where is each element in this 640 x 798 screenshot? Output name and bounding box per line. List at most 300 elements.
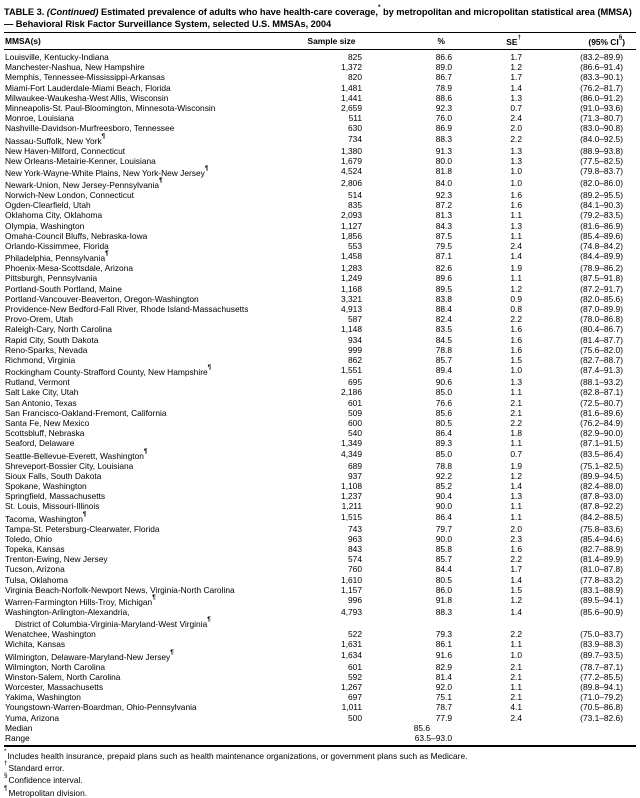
percent-cell: 85.7 bbox=[435, 354, 452, 365]
table-row bbox=[4, 398, 636, 408]
mmsa-name: Rutland, Vermont bbox=[5, 377, 70, 388]
ci-cell: (82.9–90.0) bbox=[580, 428, 623, 439]
se-cell: 1.0 bbox=[510, 177, 522, 188]
ci-cell: (83.2–89.9) bbox=[580, 51, 623, 62]
se-cell: 1.0 bbox=[510, 165, 522, 176]
mmsa-name: Ogden-Clearfield, Utah bbox=[5, 200, 91, 211]
se-cell: 4.1 bbox=[510, 702, 522, 713]
se-cell: 1.2 bbox=[510, 283, 522, 294]
sample-size-cell: 963 bbox=[348, 533, 362, 544]
sample-size-cell: 1,631 bbox=[341, 639, 362, 650]
percent-cell: 90.0 bbox=[435, 501, 452, 512]
se-cell: 1.1 bbox=[510, 511, 522, 522]
sample-size-cell: 4,913 bbox=[341, 303, 362, 314]
mmsa-name: Nassau-Suffolk, New York¶ bbox=[5, 132, 106, 146]
dagger-footnote-marker: † bbox=[517, 34, 521, 42]
mmsa-name: Springfield, Massachusetts bbox=[5, 491, 106, 502]
mmsa-name: Toledo, Ohio bbox=[5, 533, 53, 544]
mmsa-name: Worcester, Massachusetts bbox=[5, 682, 104, 693]
mmsa-name: Spokane, Washington bbox=[5, 481, 87, 491]
ci-cell: (87.8–92.2) bbox=[580, 501, 623, 512]
percent-cell: 83.5 bbox=[435, 324, 452, 335]
table-row bbox=[4, 461, 636, 471]
mmsa-name: New Haven-Milford, Connecticut bbox=[5, 145, 126, 156]
sample-size-cell: 1,157 bbox=[341, 584, 362, 595]
percent-cell: 89.6 bbox=[435, 273, 452, 284]
ci-cell: (82.4–88.0) bbox=[580, 481, 623, 491]
table-row bbox=[4, 418, 636, 428]
percent-cell: 86.7 bbox=[435, 72, 452, 83]
prevalence-table bbox=[4, 32, 636, 743]
se-cell: 2.3 bbox=[510, 533, 522, 544]
ci-cell: (84.4–89.9) bbox=[580, 251, 623, 262]
ci-cell: (84.1–90.3) bbox=[580, 200, 623, 211]
ci-cell: (75.6–82.0) bbox=[580, 344, 623, 355]
mmsa-name: Richmond, Virginia bbox=[5, 354, 76, 365]
percent-cell: 89.4 bbox=[435, 365, 452, 376]
ci-cell: (72.5–80.7) bbox=[580, 397, 623, 408]
se-cell: 1.3 bbox=[510, 220, 522, 231]
sample-size-cell: 2,806 bbox=[341, 177, 362, 188]
mmsa-name: Omaha-Council Bluffs, Nebraska-Iowa bbox=[5, 230, 148, 241]
percent-cell: 78.8 bbox=[435, 460, 452, 471]
table-row bbox=[4, 134, 636, 146]
table-title-text1: Estimated prevalence of adults who have health-care coverage, bbox=[100, 7, 378, 18]
table-row bbox=[4, 345, 636, 355]
se-cell: 1.6 bbox=[510, 189, 522, 200]
footnote-dagger: †Standard error. bbox=[4, 760, 65, 774]
sample-size-cell: 1,380 bbox=[341, 145, 362, 156]
ci-cell: (89.9–94.5) bbox=[580, 470, 623, 481]
ci-cell: (77.2–85.5) bbox=[580, 671, 623, 682]
mmsa-name: Portland-Vancouver-Beaverton, Oregon-Washington bbox=[5, 293, 199, 304]
sample-size-cell: 601 bbox=[348, 661, 362, 672]
percent-cell: 75.1 bbox=[435, 692, 452, 703]
sample-size-cell: 2,659 bbox=[341, 102, 362, 113]
ci-cell: (79.2–83.5) bbox=[580, 210, 623, 221]
ci-cell: (87.2–91.7) bbox=[580, 283, 623, 294]
mmsa-name: Memphis, Tennessee-Mississippi-Arkansas bbox=[5, 72, 165, 83]
sample-size-cell: 743 bbox=[348, 523, 362, 534]
mmsa-name: Wenatchee, Washington bbox=[5, 629, 96, 640]
footnote-asterisk: *Includes health insurance, prepaid plans such as health maintenance organizations, or government plans such as Medicare. bbox=[4, 748, 468, 762]
mmsa-name: Phoenix-Mesa-Scottsdale, Arizona bbox=[5, 263, 134, 274]
percent-cell: 85.0 bbox=[435, 387, 452, 398]
mmsa-name: Washington-Arlington-Alexandria, District of Columbia-Virginia-Maryland-West Virginia¶ bbox=[5, 607, 211, 630]
mmsa-name: Santa Fe, New Mexico bbox=[5, 417, 90, 428]
ci-cell: (81.0–87.8) bbox=[580, 564, 623, 575]
ci-cell: (77.5–82.5) bbox=[580, 155, 623, 166]
se-cell: 1.1 bbox=[510, 210, 522, 221]
mmsa-name: Providence-New Bedford-Fall River, Rhode Island-Massachusetts bbox=[5, 303, 249, 314]
ci-cell: (86.0–91.2) bbox=[580, 92, 623, 103]
sample-size-cell: 4,349 bbox=[341, 448, 362, 459]
se-cell: 1.3 bbox=[510, 145, 522, 156]
sample-size-cell: 1,127 bbox=[341, 220, 362, 231]
mmsa-name: St. Louis, Missouri-Illinois bbox=[5, 501, 100, 512]
table-header bbox=[4, 33, 636, 50]
mmsa-name: Wichita, Kansas bbox=[5, 639, 66, 650]
ci-cell: (87.8–93.0) bbox=[580, 491, 623, 502]
mmsa-name: Range bbox=[5, 733, 30, 744]
table-row bbox=[4, 113, 636, 123]
table-row bbox=[4, 377, 636, 387]
ci-cell: (85.4–94.6) bbox=[580, 533, 623, 544]
table-row bbox=[4, 438, 636, 448]
table-row bbox=[4, 190, 636, 200]
se-cell: 1.6 bbox=[510, 544, 522, 555]
se-cell: 2.1 bbox=[510, 661, 522, 672]
se-cell: 2.2 bbox=[510, 133, 522, 144]
table-row bbox=[4, 595, 636, 607]
table-title-continued: (Continued) bbox=[46, 7, 99, 18]
ci-cell: (85.6–90.9) bbox=[580, 607, 623, 618]
table-row bbox=[4, 231, 636, 241]
ci-cell: (75.0–83.7) bbox=[580, 629, 623, 640]
percent-cell: 84.4 bbox=[435, 564, 452, 575]
section-marker: § bbox=[4, 772, 8, 780]
sample-size-cell: 999 bbox=[348, 344, 362, 355]
percent-cell: 79.3 bbox=[435, 629, 452, 640]
table-row bbox=[4, 62, 636, 72]
sample-size-cell: 522 bbox=[348, 629, 362, 640]
ci-cell: (78.9–86.2) bbox=[580, 263, 623, 274]
table-row bbox=[4, 83, 636, 93]
mmsa-name: San Antonio, Texas bbox=[5, 397, 77, 408]
percent-cell: 81.4 bbox=[435, 671, 452, 682]
pilcrow-marker: ¶ bbox=[4, 784, 8, 792]
percent-cell: 88.3 bbox=[435, 607, 452, 618]
mmsa-name: Wilmington, North Carolina bbox=[5, 661, 106, 672]
sample-size-cell: 1,481 bbox=[341, 82, 362, 93]
table-row bbox=[4, 335, 636, 345]
ci-cell: (82.7–88.7) bbox=[580, 354, 623, 365]
percent-cell: 88.4 bbox=[435, 303, 452, 314]
ci-cell: (87.5–91.8) bbox=[580, 273, 623, 284]
ci-cell: (83.3–90.1) bbox=[580, 72, 623, 83]
table-row bbox=[4, 178, 636, 190]
se-cell: 1.4 bbox=[510, 251, 522, 262]
table-row bbox=[4, 72, 636, 82]
se-cell bbox=[452, 723, 522, 733]
se-cell: 2.2 bbox=[510, 629, 522, 640]
sample-size-cell: 689 bbox=[348, 460, 362, 471]
table-row bbox=[4, 534, 636, 544]
percent-cell: 85.7 bbox=[435, 554, 452, 565]
mmsa-name: Tacoma, Washington¶ bbox=[5, 510, 87, 524]
se-cell: 1.6 bbox=[510, 344, 522, 355]
table-row bbox=[4, 481, 636, 491]
ci-cell: (71.3–80.7) bbox=[580, 113, 623, 124]
ci-cell: (77.8–83.2) bbox=[580, 574, 623, 585]
ci-cell bbox=[522, 723, 636, 733]
se-cell: 2.2 bbox=[510, 417, 522, 428]
percent-cell: 78.8 bbox=[435, 344, 452, 355]
sample-size-cell: 2,186 bbox=[341, 387, 362, 398]
mmsa-name: New Orleans-Metairie-Kenner, Louisiana bbox=[5, 155, 156, 166]
se-cell: 1.1 bbox=[510, 273, 522, 284]
percent-cell: 79.7 bbox=[435, 523, 452, 534]
se-cell: 1.9 bbox=[510, 460, 522, 471]
sample-size-cell: 825 bbox=[348, 51, 362, 62]
mmsa-name: Topeka, Kansas bbox=[5, 544, 65, 555]
percent-cell: 88.3 bbox=[435, 133, 452, 144]
ci-cell: (78.7–87.1) bbox=[580, 661, 623, 672]
se-cell: 1.2 bbox=[510, 595, 522, 606]
se-cell: 1.6 bbox=[510, 200, 522, 211]
se-cell: 1.2 bbox=[510, 62, 522, 73]
column-header-sample-size: Sample size bbox=[301, 33, 362, 50]
se-cell: 1.1 bbox=[510, 639, 522, 650]
percent-cell: 89.3 bbox=[435, 438, 452, 449]
mmsa-name: Shreveport-Bossier City, Louisiana bbox=[5, 460, 134, 471]
sample-size-cell: 4,524 bbox=[341, 165, 362, 176]
mmsa-name: Reno-Sparks, Nevada bbox=[5, 344, 88, 355]
footnote-section: §Confidence interval. bbox=[4, 772, 83, 786]
sample-size-cell: 600 bbox=[348, 417, 362, 428]
table-row bbox=[4, 251, 636, 263]
percent-cell: 80.5 bbox=[435, 574, 452, 585]
sample-size-cell: 934 bbox=[348, 334, 362, 345]
se-cell: 1.1 bbox=[510, 501, 522, 512]
percent-cell: 78.9 bbox=[435, 82, 452, 93]
percent-cell: 79.5 bbox=[435, 240, 452, 251]
percent-cell: 78.7 bbox=[435, 702, 452, 713]
sample-size-cell: 1,283 bbox=[341, 263, 362, 274]
se-cell: 1.5 bbox=[510, 354, 522, 365]
ci-cell: (82.8–87.1) bbox=[580, 387, 623, 398]
sample-size-cell: 574 bbox=[348, 554, 362, 565]
mmsa-name: Median bbox=[5, 722, 33, 733]
table-row bbox=[4, 221, 636, 231]
sample-size-cell: 630 bbox=[348, 123, 362, 134]
percent-cell: 87.2 bbox=[435, 200, 452, 211]
table-row bbox=[4, 564, 636, 574]
percent-cell: 86.1 bbox=[435, 639, 452, 650]
percent-cell: 81.8 bbox=[435, 165, 452, 176]
mmsa-name: Monroe, Louisiana bbox=[5, 113, 74, 124]
table-title-prefix: TABLE 3. bbox=[4, 7, 45, 18]
table-row bbox=[4, 512, 636, 524]
column-header-se: SE† bbox=[452, 33, 522, 50]
sample-size-cell: 1,372 bbox=[341, 62, 362, 73]
table-row bbox=[4, 103, 636, 113]
mmsa-name: Newark-Union, New Jersey-Pennsylvania¶ bbox=[5, 176, 163, 190]
sample-size-cell: 1,515 bbox=[341, 511, 362, 522]
se-cell: 1.3 bbox=[510, 377, 522, 388]
ci-cell: (86.6–91.4) bbox=[580, 62, 623, 73]
table-row bbox=[4, 585, 636, 595]
sample-size-cell: 509 bbox=[348, 407, 362, 418]
se-cell: 0.7 bbox=[510, 448, 522, 459]
se-cell: 1.3 bbox=[510, 155, 522, 166]
sample-size-cell: 862 bbox=[348, 354, 362, 365]
sample-size-cell: 540 bbox=[348, 428, 362, 439]
percent-cell: 91.6 bbox=[435, 649, 452, 660]
table-row bbox=[4, 273, 636, 283]
se-cell: 1.1 bbox=[510, 230, 522, 241]
mmsa-name: Norwich-New London, Connecticut bbox=[5, 189, 134, 200]
se-cell: 2.1 bbox=[510, 671, 522, 682]
percent-cell: 86.0 bbox=[435, 584, 452, 595]
mmsa-name: Louisville, Kentucky-Indiana bbox=[5, 51, 109, 62]
se-cell: 1.3 bbox=[510, 92, 522, 103]
sample-size-cell: 1,441 bbox=[341, 92, 362, 103]
ci-cell: (81.6–89.6) bbox=[580, 407, 623, 418]
section-footnote-marker: § bbox=[618, 34, 623, 42]
mmsa-name: Trenton-Ewing, New Jersey bbox=[5, 554, 108, 565]
ci-cell: (88.1–93.2) bbox=[580, 377, 623, 388]
table-row bbox=[4, 713, 636, 723]
percent-cell: 91.3 bbox=[435, 145, 452, 156]
table-row bbox=[4, 314, 636, 324]
se-cell: 1.4 bbox=[510, 607, 522, 618]
table-row bbox=[4, 156, 636, 166]
table-row bbox=[4, 93, 636, 103]
table-row bbox=[4, 241, 636, 251]
table-row bbox=[4, 166, 636, 178]
table-row bbox=[4, 650, 636, 662]
sample-size-cell: 1,634 bbox=[341, 649, 362, 660]
percent-cell: 80.5 bbox=[435, 417, 452, 428]
sample-size-cell: 1,211 bbox=[341, 501, 362, 512]
se-cell: 2.0 bbox=[510, 523, 522, 534]
se-cell: 1.4 bbox=[510, 481, 522, 491]
table-title bbox=[4, 4, 636, 30]
table-row bbox=[4, 662, 636, 672]
sample-size-cell: 553 bbox=[348, 240, 362, 251]
mmsa-name: Raleigh-Cary, North Carolina bbox=[5, 324, 112, 335]
mmsa-name: Tampa-St. Petersburg-Clearwater, Florida bbox=[5, 523, 160, 534]
se-cell: 2.1 bbox=[510, 692, 522, 703]
ci-cell: (75.8–83.6) bbox=[580, 523, 623, 534]
mmsa-name: Warren-Farmington Hills-Troy, Michigan¶ bbox=[5, 594, 156, 607]
percent-cell: 82.9 bbox=[435, 661, 452, 672]
ci-cell: (87.4–91.3) bbox=[580, 365, 623, 376]
percent-cell: 91.8 bbox=[435, 595, 452, 606]
table-row bbox=[4, 702, 636, 712]
ci-cell: (83.1–88.9) bbox=[580, 584, 623, 595]
footnote-pilcrow: ¶Metropolitan division. bbox=[4, 784, 88, 798]
percent-cell: 92.0 bbox=[435, 682, 452, 693]
percent-cell: 85.6 bbox=[413, 722, 430, 733]
table-row bbox=[4, 639, 636, 649]
se-cell: 2.2 bbox=[510, 314, 522, 325]
sample-size-cell: 514 bbox=[348, 189, 362, 200]
ci-cell: (89.2–95.5) bbox=[580, 189, 623, 200]
mmsa-name: Manchester-Nashua, New Hampshire bbox=[5, 62, 145, 73]
percent-cell: 92.2 bbox=[435, 470, 452, 481]
sample-size-cell: 601 bbox=[348, 397, 362, 408]
dagger-marker: † bbox=[4, 760, 8, 768]
mmsa-name: Virginia Beach-Norfolk-Newport News, Virginia-North Carolina bbox=[5, 584, 235, 595]
se-cell: 1.7 bbox=[510, 72, 522, 83]
table-row bbox=[4, 554, 636, 564]
column-header-percent: % bbox=[362, 33, 452, 50]
ci-cell: (73.1–82.6) bbox=[580, 712, 623, 723]
mmsa-name: Yuma, Arizona bbox=[5, 712, 60, 723]
se-cell: 1.6 bbox=[510, 324, 522, 335]
se-cell bbox=[452, 733, 522, 743]
mmsa-name: Rockingham County-Strafford County, New Hampshire¶ bbox=[5, 364, 212, 377]
sample-size-cell: 1,148 bbox=[341, 324, 362, 335]
column-header-ci: (95% CI§) bbox=[522, 33, 636, 50]
se-cell: 1.4 bbox=[510, 82, 522, 93]
se-cell: 1.2 bbox=[510, 470, 522, 481]
percent-cell: 86.6 bbox=[435, 51, 452, 62]
ci-cell: (82.0–86.0) bbox=[580, 177, 623, 188]
percent-cell: 84.0 bbox=[435, 177, 452, 188]
sample-size-cell: 592 bbox=[348, 671, 362, 682]
se-cell: 1.8 bbox=[510, 428, 522, 439]
table-row bbox=[4, 50, 636, 62]
mmsa-name: Milwaukee-Waukesha-West Allis, Wisconsin bbox=[5, 92, 169, 103]
mmsa-name: Minneapolis-St. Paul-Bloomington, Minnesota-Wisconsin bbox=[5, 102, 216, 113]
sample-size-cell bbox=[301, 733, 362, 743]
sample-size-cell: 587 bbox=[348, 314, 362, 325]
mmsa-name: Orlando-Kissimmee, Florida bbox=[5, 240, 109, 251]
mmsa-name: Pittsburgh, Pennsylvania bbox=[5, 273, 98, 284]
sample-size-cell: 1,458 bbox=[341, 251, 362, 262]
sample-size-cell: 2,093 bbox=[341, 210, 362, 221]
table-row bbox=[4, 575, 636, 585]
se-cell: 0.7 bbox=[510, 102, 522, 113]
percent-cell: 92.3 bbox=[435, 102, 452, 113]
mmsa-name: Winston-Salem, North Carolina bbox=[5, 671, 121, 682]
mmsa-name: Sioux Falls, South Dakota bbox=[5, 470, 102, 481]
table-title-text2: by metropolitan and micropolitan statistical area (MMSA) — Behavioral Risk Factor Surveillance System, selected U.S. MMSAs, 2004 bbox=[4, 7, 632, 29]
sample-size-cell: 3,321 bbox=[341, 293, 362, 304]
table-row bbox=[4, 682, 636, 692]
sample-size-cell: 1,108 bbox=[341, 481, 362, 491]
ci-cell: (83.0–90.8) bbox=[580, 123, 623, 134]
sample-size-cell: 1,168 bbox=[341, 283, 362, 294]
percent-cell: 84.3 bbox=[435, 220, 452, 231]
table-body bbox=[4, 50, 636, 743]
mmsa-name: Philadelphia, Pennsylvania¶ bbox=[5, 250, 109, 263]
table-row bbox=[4, 629, 636, 639]
percent-cell: 85.8 bbox=[435, 544, 452, 555]
table-row bbox=[4, 146, 636, 156]
ci-cell: (82.7–88.9) bbox=[580, 544, 623, 555]
sample-size-cell: 500 bbox=[348, 712, 362, 723]
percent-cell: 63.5–93.0 bbox=[414, 733, 452, 744]
percent-cell: 82.6 bbox=[435, 263, 452, 274]
table-row bbox=[4, 501, 636, 511]
table-row bbox=[4, 607, 636, 629]
percent-cell: 85.0 bbox=[435, 448, 452, 459]
percent-cell: 87.1 bbox=[435, 251, 452, 262]
sample-size-cell: 996 bbox=[348, 595, 362, 606]
se-cell: 1.1 bbox=[510, 438, 522, 449]
sample-size-cell: 695 bbox=[348, 377, 362, 388]
percent-cell: 83.8 bbox=[435, 293, 452, 304]
mmsa-name: Provo-Orem, Utah bbox=[5, 314, 73, 325]
ci-cell: (70.5–86.8) bbox=[580, 702, 623, 713]
table-row bbox=[4, 524, 636, 534]
percent-cell: 86.9 bbox=[435, 123, 452, 134]
table-row bbox=[4, 408, 636, 418]
footnotes bbox=[4, 747, 636, 798]
sample-size-cell: 843 bbox=[348, 544, 362, 555]
table-row bbox=[4, 324, 636, 334]
se-cell: 1.1 bbox=[510, 387, 522, 398]
ci-cell: (84.2–88.5) bbox=[580, 511, 623, 522]
mmsa-name: Yakima, Washington bbox=[5, 692, 81, 703]
sample-size-cell: 937 bbox=[348, 470, 362, 481]
percent-cell: 85.2 bbox=[435, 481, 452, 491]
ci-cell: (81.6–86.9) bbox=[580, 220, 623, 231]
